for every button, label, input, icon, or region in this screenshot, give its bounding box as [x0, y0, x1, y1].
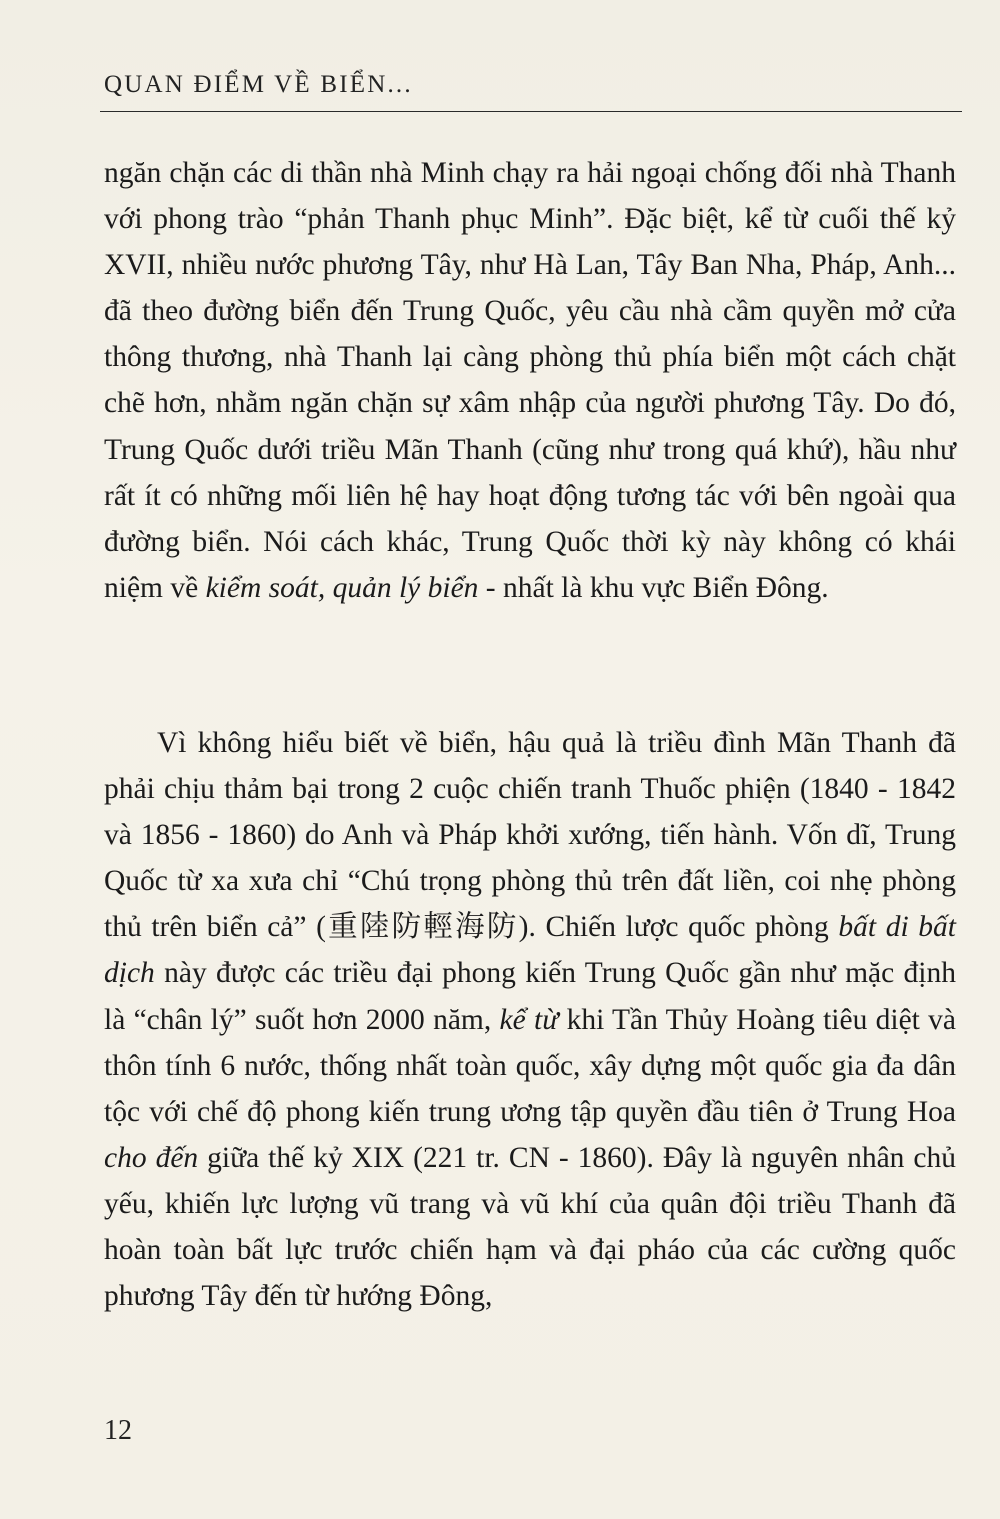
- paragraph-2-text-c: khi Tần Thủy Hoàng tiêu diệt và thôn tính 6 nước, thống nhất toàn quốc, xây dựng một quốc gia đa dân tộc với chế độ phong kiến trung ương tập quyền đầu tiên ở Trung Hoa: [104, 1003, 956, 1128]
- paragraph-2-text-a: Vì không hiểu biết về biển, hậu quả là triều đình Mãn Thanh đã phải chịu thảm bại trong 2 cuộc chiến tranh Thuốc phiện (1840 - 1842 và 1856 - 1860) do Anh và Pháp khởi xướng, tiến hành. Vốn dĩ, Trung Quốc từ xa xưa chỉ “Chú trọng phòng thủ trên đất liền, coi nhẹ phòng thủ trên biển cả” (重陸防輕海防). Chiến lược quốc phòng: [104, 727, 956, 944]
- paragraph-2-italic-b: kể từ: [499, 1003, 559, 1036]
- running-header: QUAN ĐIỂM VỀ BIỂN...: [104, 71, 413, 98]
- page-number: 12: [104, 1415, 132, 1446]
- paragraph-2-italic-c: cho đến: [104, 1141, 199, 1174]
- paragraph-1: [104, 150, 956, 611]
- paragraph-1-text-b: - nhất là khu vực Biển Đông.: [478, 571, 829, 604]
- paragraph-1-italic-a: kiểm soát, quản lý biển: [205, 571, 479, 604]
- paragraph-2-text-b: này được các triều đại phong kiến Trung Quốc gần như mặc định là “chân lý” suốt hơn 2000 năm,: [104, 957, 956, 1036]
- paragraph-1-text-a: ngăn chặn các di thần nhà Minh chạy ra hải ngoại chống đối nhà Thanh với phong trào “phản Thanh phục Minh”. Đặc biệt, kể từ cuối thế kỷ XVII, nhiều nước phương Tây, như Hà Lan, Tây Ban Nha, Pháp, Anh... đã theo đường biển đến Trung Quốc, yêu cầu nhà cầm quyền mở cửa thông thương, nhà Thanh lại càng phòng thủ phía biển một cách chặt chẽ hơn, nhằm ngăn chặn sự xâm nhập của người phương Tây. Do đó, Trung Quốc dưới triều Mãn Thanh (cũng như trong quá khứ), hầu như rất ít có những mối liên hệ hay hoạt động tương tác với bên ngoài qua đường biển. Nói cách khác, Trung Quốc thời kỳ này không có khái niệm về: [104, 157, 956, 604]
- paragraph-2-text-d: giữa thế kỷ XIX (221 tr. CN - 1860). Đây là nguyên nhân chủ yếu, khiến lực lượng vũ trang và vũ khí của quân đội triều Thanh đã hoàn toàn bất lực trước chiến hạm và đại pháo của các cường quốc phương Tây đến từ hướng Đông,: [104, 1141, 956, 1313]
- paragraph-2: [104, 720, 956, 1319]
- header-rule: [100, 111, 962, 112]
- paragraph-2-italic-a: bất di bất dịch: [104, 911, 957, 990]
